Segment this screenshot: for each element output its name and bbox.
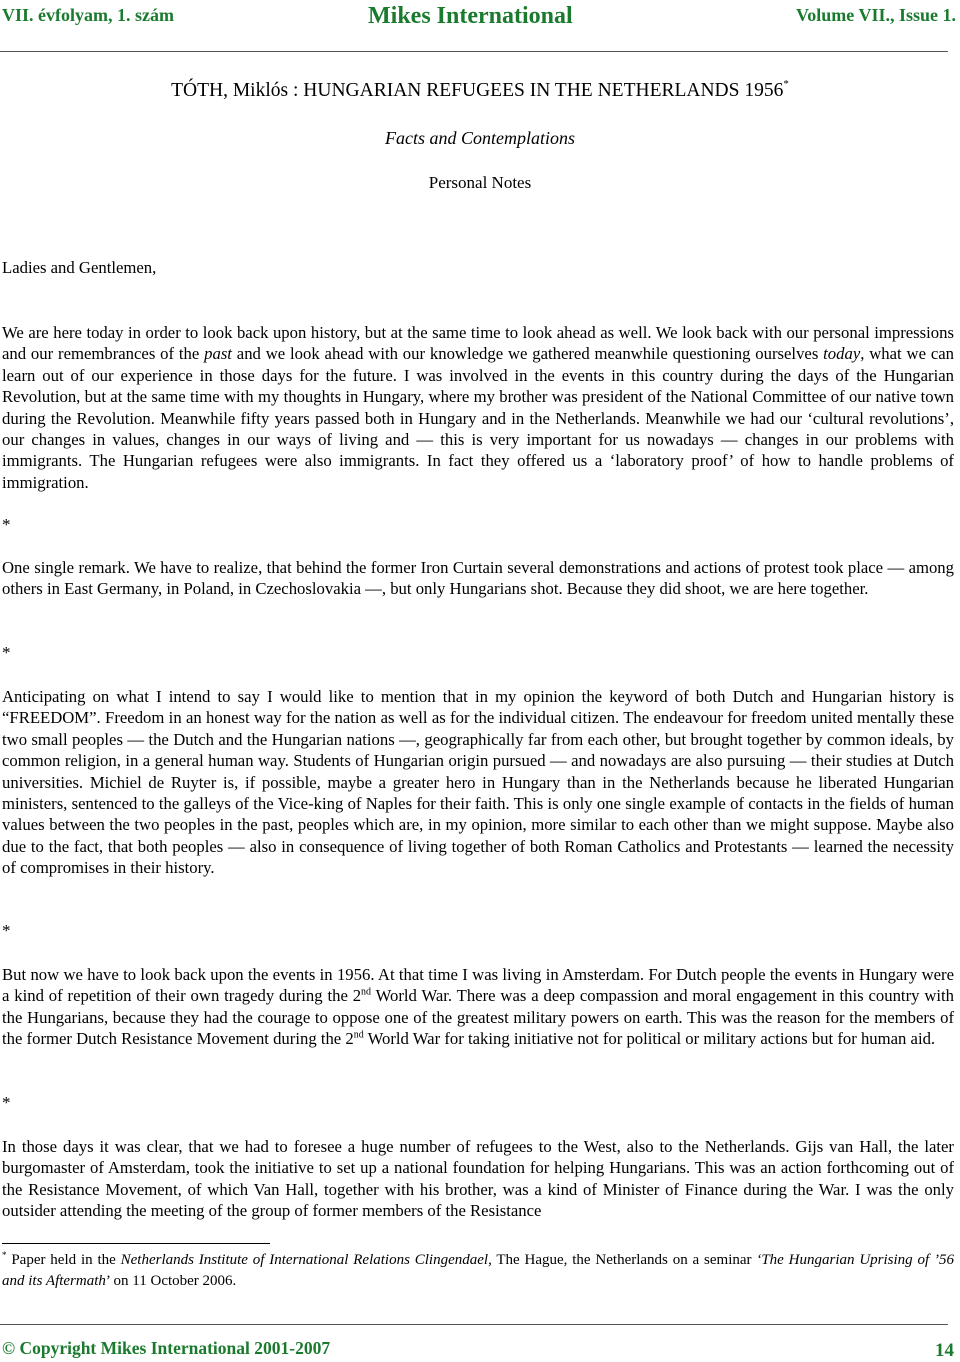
page-number: 14 [935, 1340, 954, 1361]
footnote-institute: Netherlands Institute of International Relations Clingendael [120, 1252, 489, 1268]
article-subtitle: Facts and Contemplations [385, 128, 575, 148]
paragraph-4 [2, 964, 954, 1050]
footnote-text-b: , The Hague, the Netherlands on a seminar [488, 1252, 757, 1268]
p2-text: One single remark. We have to realize, that behind the former Iron Curtain several demonstrations and actions of protest took place — among others in East Germany, in Poland, in Czechoslovakia —, but only Hungarians shot. Because they did shoot, we are here together. [2, 558, 954, 599]
header-journal-title: Mikes International [368, 3, 573, 29]
personal-notes-label: Personal Notes [428, 173, 532, 192]
title-footnote-mark: * [783, 77, 789, 90]
footer-divider [0, 1324, 948, 1325]
article-title-text: TÓTH, Miklós : HUNGARIAN REFUGEES IN THE NETHERLANDS 1956 [171, 80, 784, 101]
section-separator-3: * [2, 921, 11, 940]
section-separator-4: * [2, 1093, 11, 1112]
page-header [0, 0, 960, 42]
p3-text: Anticipating on what I intend to say I would like to mention that in my opinion the keyword of both Dutch and Hungarian history is “FREEDOM”. Freedom in an honest way for the nation as well as for the individual citizen. The endeavour for freedom united mentally these two small peoples — the Dutch and the Hungarian nations —, geographically far from each other, but brought together by common ideals, by common religion, in a general human way. Students of Hungarian origin pursued — and nowadays are also pursuing — their studies at Dutch universities. Michiel de Ruyter is, if possible, maybe a greater hero in Hungary than in the Netherlands because he liberated Hungarian ministers, sentenced to the galleys of the Vice-king of Naples for their faith. This is only one single example of contacts in the fields of human values between the two peoples in the past, peoples which are, in my opinion, more similar to each other than we might suppose. Maybe also due to the fact, that both peoples — also in consequence of living together of both Roman Catholics and Protestants — learned the necessity of compromises in their history. [2, 687, 954, 878]
paragraph-5 [2, 1136, 954, 1222]
p5-text: In those days it was clear, that we had to foresee a huge number of refugees to the West, also to the Netherlands. Gijs van Hall, the later burgomaster of Amsterdam, took the initiative to set up a national foundation for helping Hungarians. This was an action forthcoming out of the Resistance Movement, of which Van Hall, together with his brother, was a kind of Minister of Finance during the War. I was the only outsider attending the meeting of the group of former members of the Resistance [2, 1137, 954, 1221]
footnote [2, 1250, 954, 1291]
p4-text-a: But now we have to look back upon the events in 1956. At that time I was living in Amsterdam. For Dutch people the events in Hungary were a kind of repetition of their own tragedy during the 2 [2, 965, 954, 1006]
paragraph-2 [2, 557, 954, 600]
footnote-seminar: ‘The Hungarian Uprising of ’56 and its Aftermath [2, 1252, 954, 1289]
paragraph-3 [2, 686, 954, 879]
footnote-text-c: ’ on 11 October 2006. [105, 1272, 237, 1289]
p1-past: past [204, 344, 232, 364]
footnote-divider [2, 1243, 270, 1244]
footnote-text-a: Paper held in the [6, 1252, 121, 1268]
footer-copyright: © Copyright Mikes International 2001-2007 [2, 1338, 331, 1358]
salutation: Ladies and Gentlemen, [2, 258, 157, 277]
p1-text-b: and we look ahead with our knowledge we gathered meanwhile questioning ourselves [231, 344, 824, 364]
article-title [0, 77, 960, 102]
p1-text-c: , what we can learn out of our experience in those days for the future. I was involved in the events in this country during the days of the Hungarian Revolution, but at the same time with my thoughts in Hungary, where my brother was president of the National Committee of our native town during the Revolution. Meanwhile fifty years passed both in Hungary and in the Netherlands. Meanwhile we had our ‘cultural revolutions’, our changes in values, changes in our ways of living and — this is very important for us nowadays — changes in our problems with immigrants. The Hungarian refugees were also immigrants. In fact they offered us a ‘laboratory proof’ of how to handle problems of immigration. [2, 344, 954, 492]
section-separator-2: * [2, 643, 11, 662]
p4-text-c: World War for taking initiative not for political or military actions but for human aid. [363, 1029, 936, 1049]
header-volume-english: Volume VII., Issue 1. [795, 5, 956, 25]
header-divider [0, 51, 948, 52]
p1-text-a: We are here today in order to look back upon history, but at the same time to look ahead as well. We look back with our personal impressions and our remembrances of the [2, 323, 954, 364]
p1-today: today [823, 344, 861, 364]
p4-text-b: World War. There was a deep compassion and moral engagement in this country with the Hungarians, because they had the courage to oppose one of the greatest military powers on earth. This was the reason for the members of the former Dutch Resistance Movement during the 2 [2, 986, 954, 1049]
section-separator-1: * [2, 515, 11, 534]
paragraph-1 [2, 322, 954, 493]
p4-sup-2: nd [353, 1029, 364, 1041]
footnote-mark: * [2, 1250, 7, 1260]
p4-sup-1: nd [361, 986, 372, 998]
header-volume-hungarian: VII. évfolyam, 1. szám [2, 5, 174, 25]
